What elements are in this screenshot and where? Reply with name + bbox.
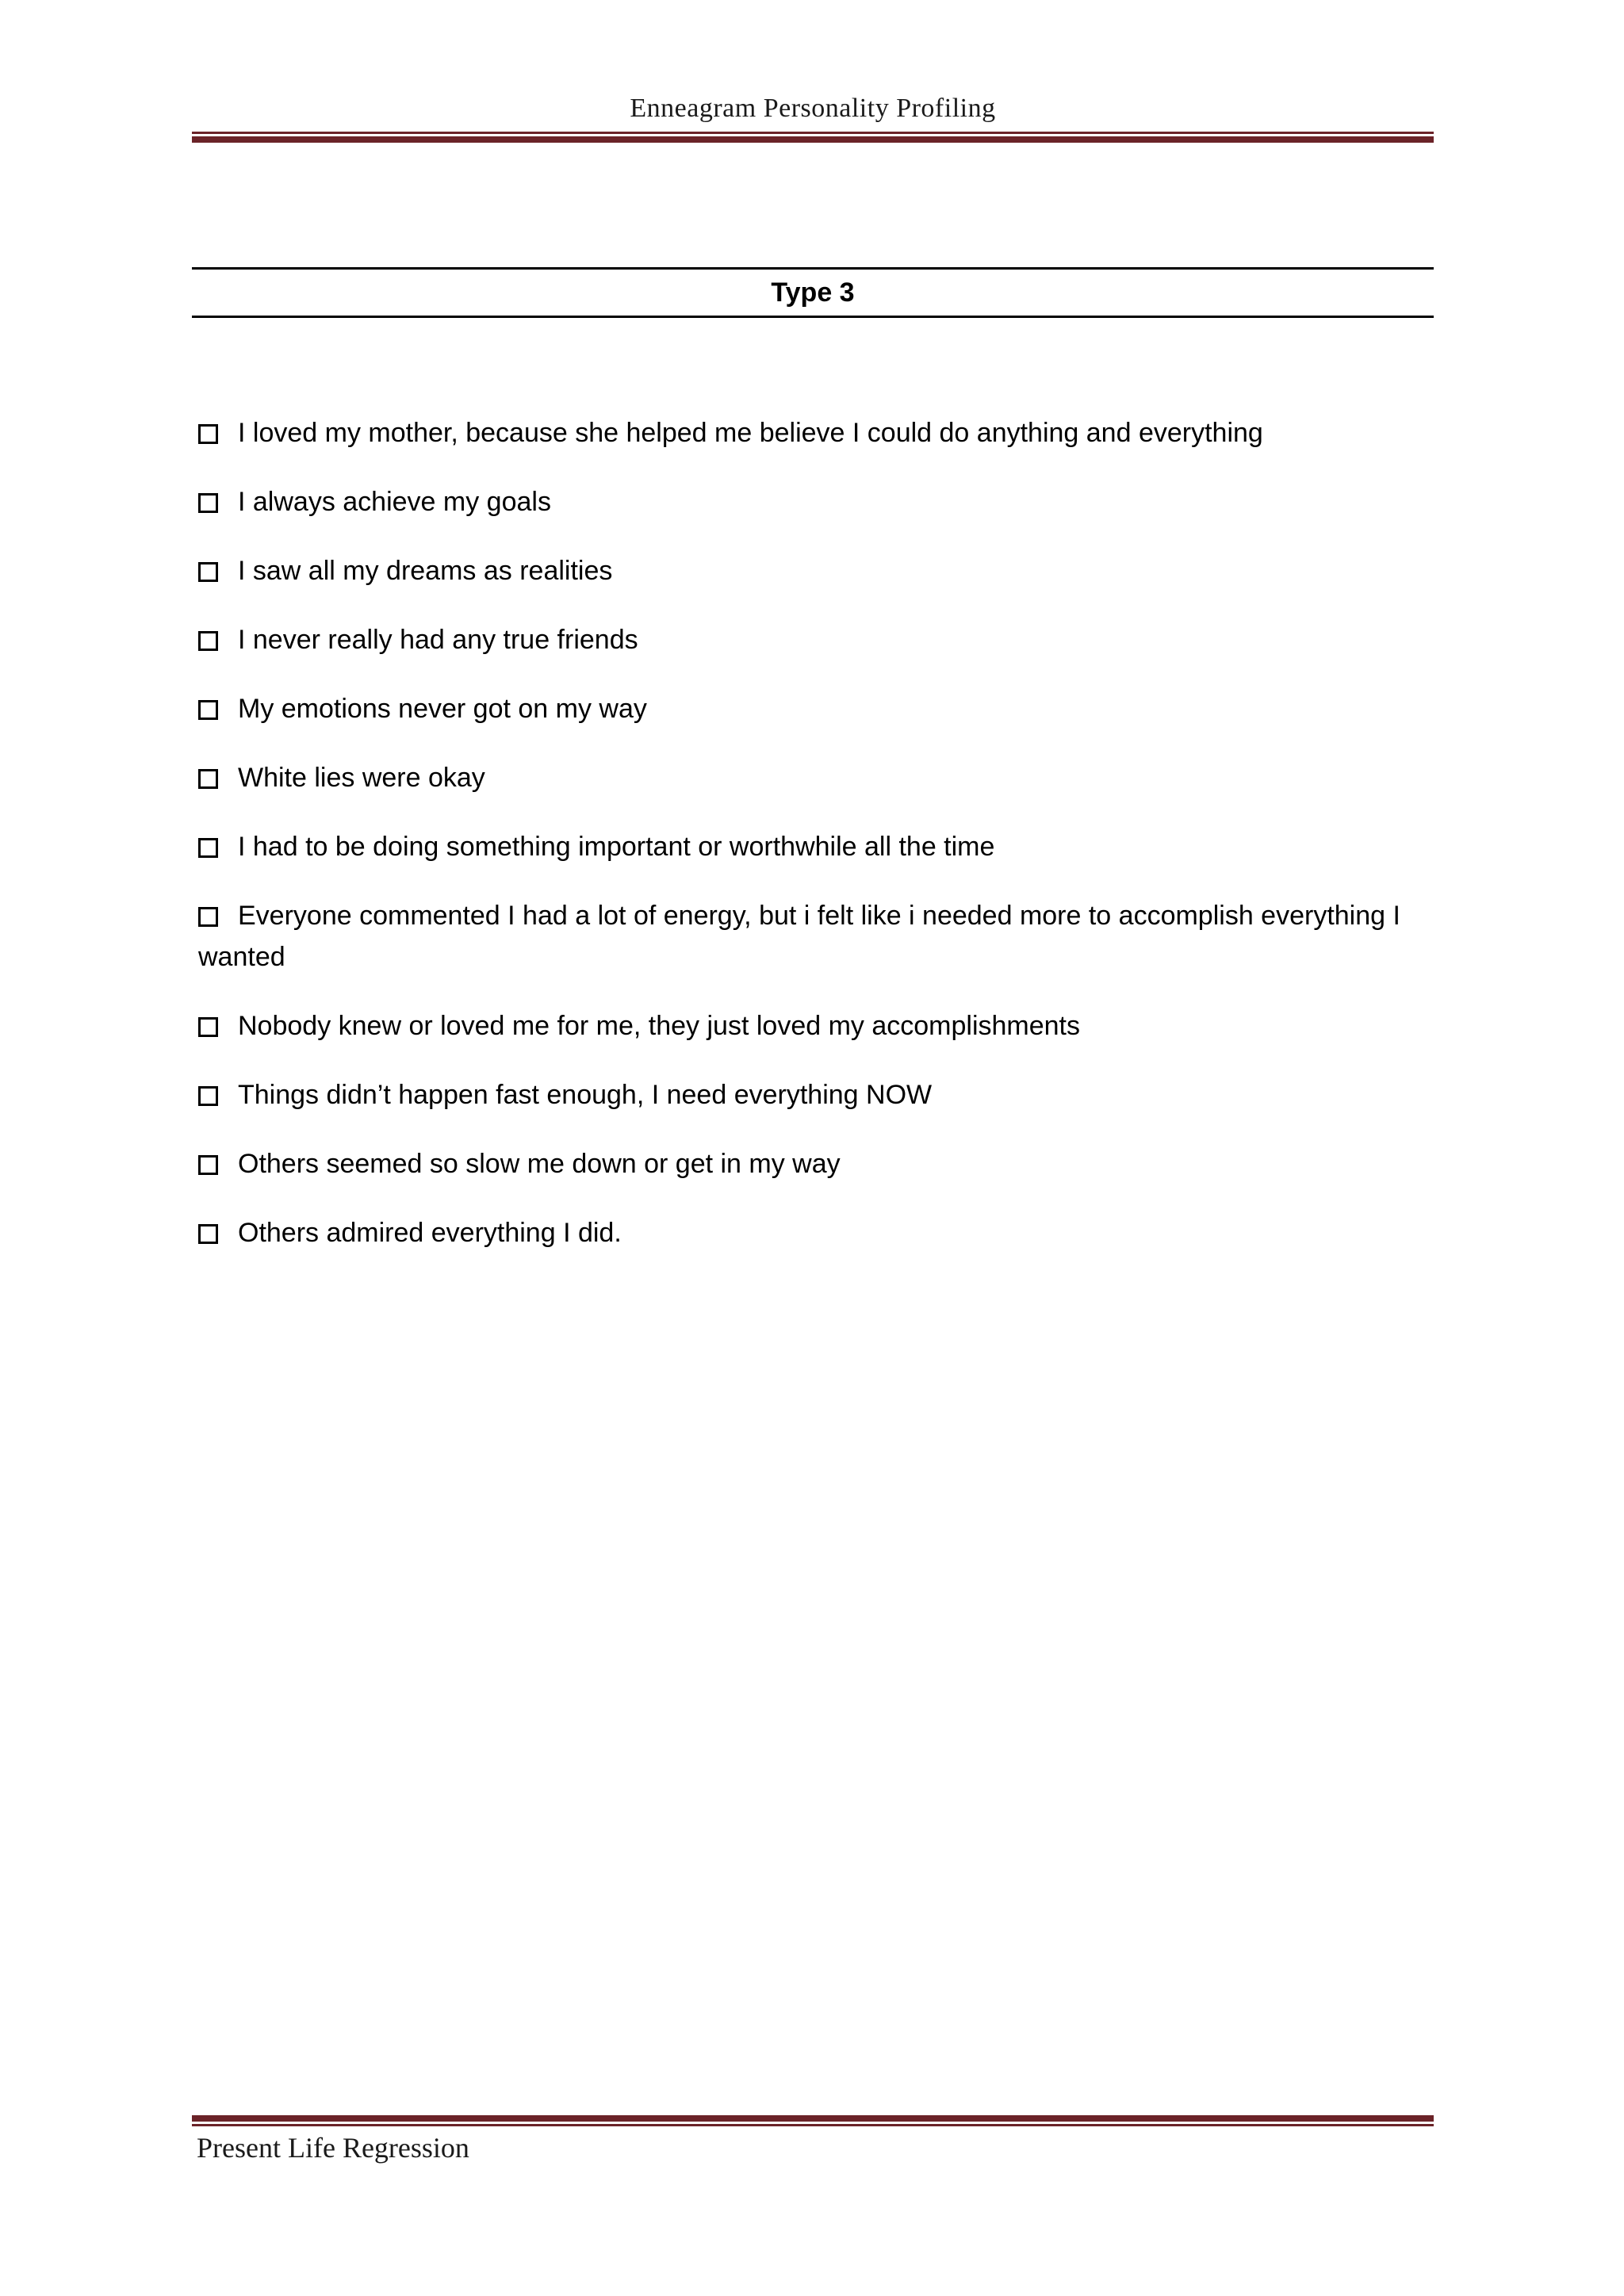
footer-rule-thin (192, 2124, 1434, 2126)
checkbox[interactable] (198, 769, 218, 789)
section-title: Type 3 (771, 277, 855, 308)
checklist-item-text: I never really had any true friends (238, 625, 638, 655)
checklist-item (198, 895, 1435, 978)
section-title-box (192, 267, 1434, 318)
checklist-item-text: I saw all my dreams as realities (238, 556, 613, 586)
checkbox[interactable] (198, 838, 218, 858)
checklist-item (198, 550, 1435, 591)
header-rule-thin (192, 132, 1434, 134)
checklist-item-text: Others admired everything I did. (238, 1218, 622, 1248)
checklist-item (198, 757, 1435, 798)
checklist-item (198, 1143, 1435, 1184)
checklist-item (198, 688, 1435, 729)
checkbox[interactable] (198, 562, 218, 582)
checkbox[interactable] (198, 631, 218, 651)
checklist-item-text: White lies were okay (238, 763, 485, 793)
checklist-item (198, 1074, 1435, 1115)
checklist-item-text: Others seemed so slow me down or get in my way (238, 1149, 841, 1179)
checklist-item-text: I always achieve my goals (238, 487, 551, 517)
checkbox[interactable] (198, 424, 218, 444)
checklist-item-text: I loved my mother, because she helped me believe I could do anything and everything (238, 418, 1263, 448)
checklist-item (198, 619, 1435, 660)
checkbox[interactable] (198, 1224, 218, 1244)
checklist-item (198, 481, 1435, 522)
checklist-item-text: Everyone commented I had a lot of energy, but i felt like i needed more to accomplish everything I wanted (198, 901, 1400, 972)
checklist-item (198, 1212, 1435, 1253)
checklist-item-text: Nobody knew or loved me for me, they just loved my accomplishments (238, 1011, 1081, 1041)
checklist-item-text: I had to be doing something important or worthwhile all the time (238, 832, 995, 862)
checklist-item (198, 826, 1435, 867)
checkbox[interactable] (198, 1155, 218, 1175)
checkbox[interactable] (198, 493, 218, 513)
checkbox[interactable] (198, 700, 218, 720)
checkbox[interactable] (198, 907, 218, 927)
checkbox[interactable] (198, 1086, 218, 1106)
checklist (198, 412, 1435, 1281)
checkbox[interactable] (198, 1017, 218, 1037)
page-header-title: Enneagram Personality Profiling (630, 94, 996, 123)
checklist-item-text: Things didn’t happen fast enough, I need everything NOW (238, 1080, 933, 1110)
header-rule-thick (192, 136, 1434, 143)
checklist-item-text: My emotions never got on my way (238, 694, 647, 724)
page-footer-title: Present Life Regression (197, 2132, 469, 2164)
checklist-item (198, 412, 1435, 453)
footer-rule-thick (192, 2115, 1434, 2122)
checklist-item (198, 1005, 1435, 1047)
